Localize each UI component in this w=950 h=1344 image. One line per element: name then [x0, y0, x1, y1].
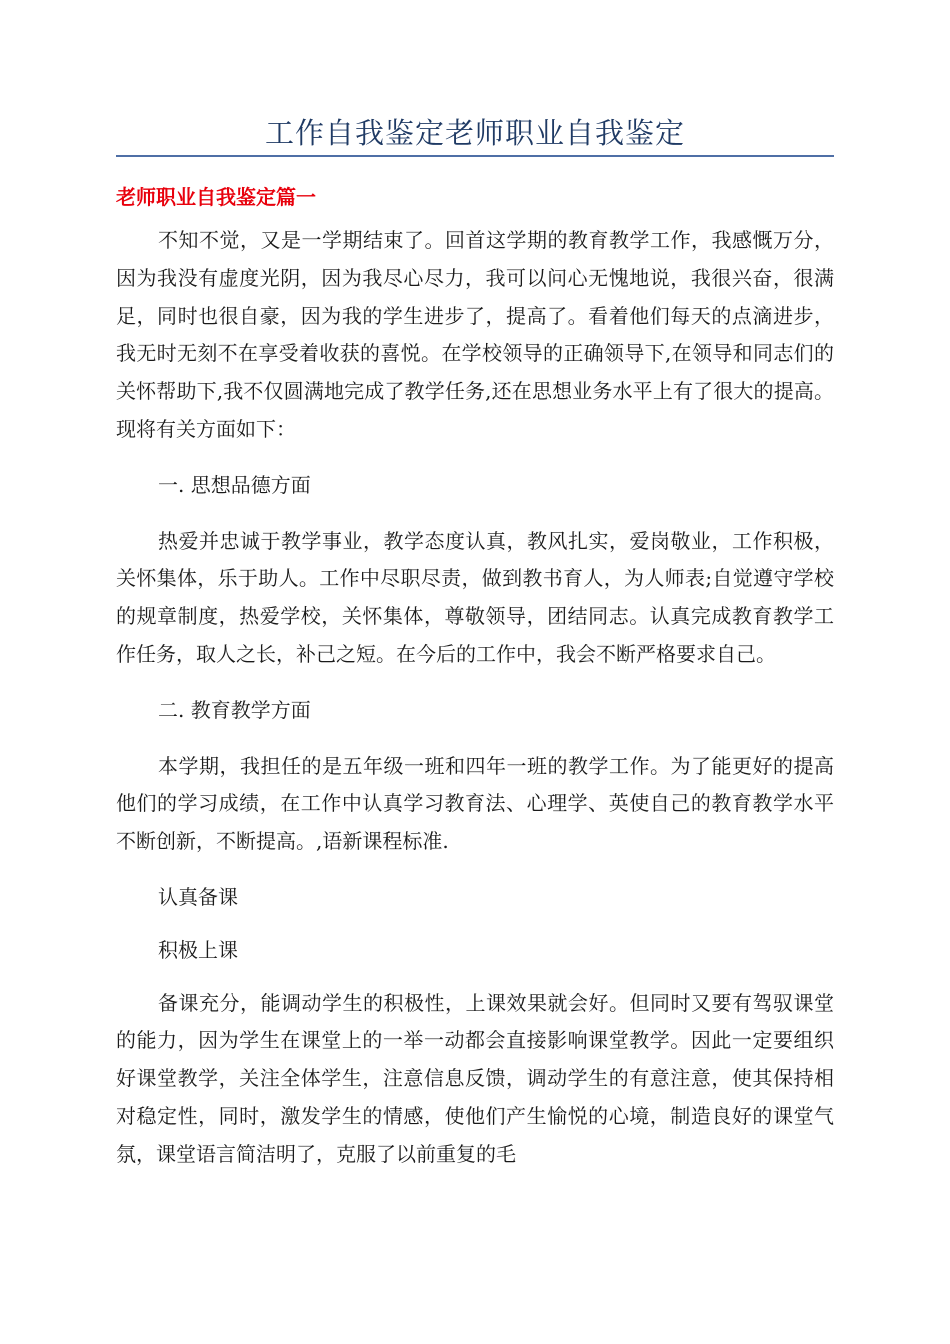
paragraph-classroom: 备课充分，能调动学生的积极性，上课效果就会好。但同时又要有驾驭课堂的能力，因为学生在课堂上的一举一动都会直接影响课堂教学。因此一定要组织好课堂教学，关注全体学生，注意信息反馈，调动学生的有意注意，使其保持相对稳定性，同时，激发学生的情感，使他们产生愉悦的心境，制造良好的课堂气氛，课堂语言简洁明了，克服了以前重复的毛	[116, 990, 834, 1166]
paragraph-intro: 不知不觉，又是一学期结束了。回首这学期的教育教学工作，我感慨万分，因为我没有虚度光阴，因为我尽心尽力，我可以问心无愧地说，我很兴奋，很满足，同时也很自豪，因为我的学生进步了，提高了。看着他们每天的点滴进步，我无时无刻不在享受着收获的喜悦。在学校领导的正确领导下,在领导和同志们的关怀帮助下,我不仅圆满地完成了教学任务,还在思想业务水平上有了很大的提高。现将有关方面如下：	[116, 228, 834, 441]
paragraph-teaching: 本学期，我担任的是五年级一班和四年一班的教学工作。为了能更好的提高他们的学习成绩，在工作中认真学习教育法、心理学、英使自己的教育教学水平不断创新，不断提高。,语新课程标准.	[116, 753, 834, 854]
paragraph-ideology: 热爱并忠诚于教学事业，教学态度认真，教风扎实，爱岗敬业，工作积极，关怀集体，乐于助人。工作中尽职尽责，做到教书育人，为人师表;自觉遵守学校的规章制度，热爱学校，关怀集体，尊敬领导，团结同志。认真完成教育教学工作任务，取人之长，补己之短。在今后的工作中，我会不断严格要求自己。	[116, 528, 834, 666]
document-page	[116, 0, 834, 1166]
subheading-prepare-lessons: 认真备课	[158, 884, 238, 909]
section-heading: 老师职业自我鉴定篇一	[116, 185, 316, 209]
subheading-active-class: 积极上课	[158, 937, 238, 962]
document-body	[116, 222, 834, 1192]
subheading-teaching: 二. 教育教学方面	[158, 697, 311, 722]
document-title: 工作自我鉴定老师职业自我鉴定	[264, 116, 685, 150]
title-underline	[116, 155, 834, 157]
subheading-ideology: 一. 思想品德方面	[158, 472, 311, 497]
